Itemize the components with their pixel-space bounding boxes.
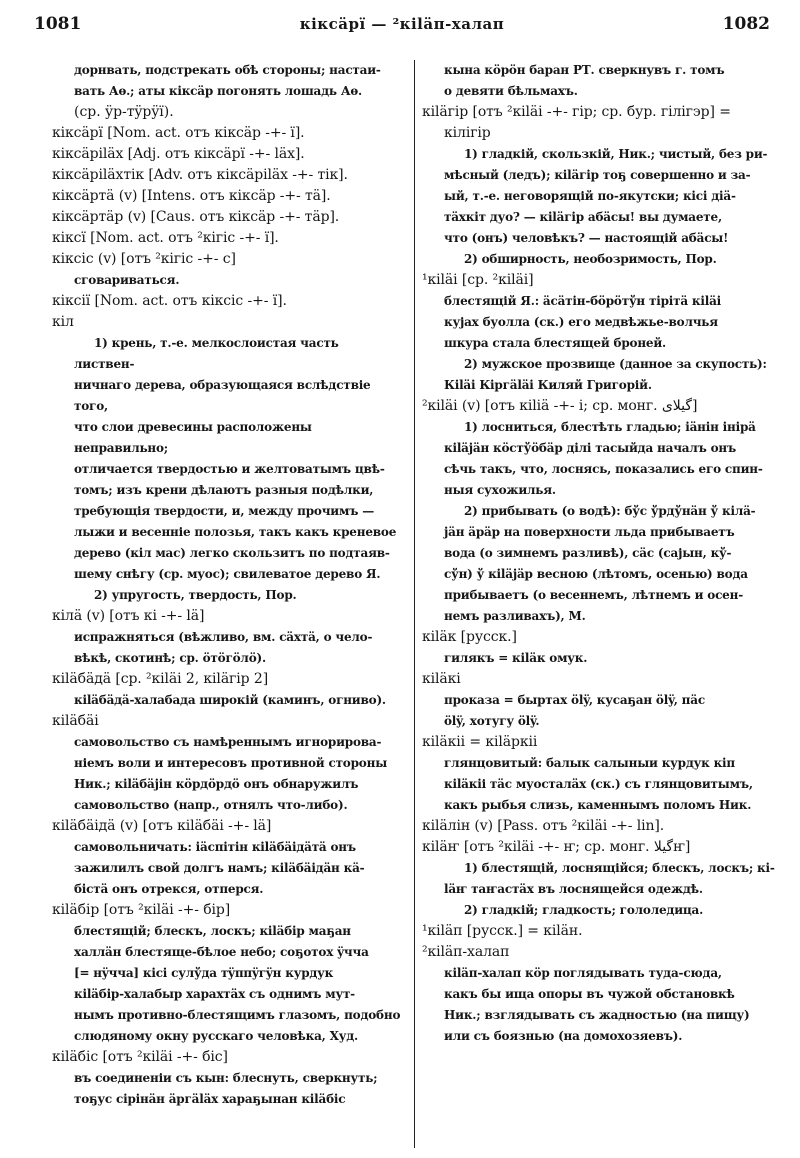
headword-line: кiксï [Nom. act. отъ ²кiгiс -+- ï].	[52, 230, 279, 246]
definition-line: какъ бы ища опоры въ чужой обстановкѣ	[444, 987, 735, 1001]
headword-line: кiксäрï [Nom. act. отъ кiксäр -+- ï].	[52, 125, 305, 141]
headword-line: кiксiс (v) [отъ ²кiгiс -+- с]	[52, 251, 236, 267]
page-number-left: 1081	[34, 14, 82, 34]
definition-line: гилякъ = кiläк омук.	[444, 651, 588, 665]
definition-line: проказа = быртах ölÿ, кусаҕан ölÿ, пäс	[444, 693, 705, 707]
definition-line: отличается твердостью и желтоватымъ цвѣ-	[74, 462, 385, 476]
definition-line: сўн) ў кiläjäр весною (лѣтомъ, осенью) вода	[444, 567, 748, 581]
definition-line: 2) упругость, твердость, Пор.	[94, 588, 297, 602]
definition-line: халлäн блестяще-бѣлое небо; соҕотох ÿчча	[74, 945, 369, 959]
definition-line: кiläjäн кöстўöбäр дiлi тасыйда началъ онъ	[444, 441, 736, 455]
headword-line: кiläҥ [отъ ²кiläi -+- ҥ; ср. монг. گیلاҥ]	[422, 839, 691, 855]
definition-line: 1) гладкій, скользкій, Ник.; чистый, без ри-	[464, 147, 768, 161]
definition-line: 1) блестящій, лоснящійся; блескъ, лоскъ; кi-	[464, 861, 775, 875]
definition-line: глянцовитый: балык салыныи курдук кiп	[444, 756, 735, 770]
headword-line: кiläбäiдä (v) [отъ кiläбäi -+- lä]	[52, 818, 272, 834]
entry-line: вать Аѳ.; аты кiксäр погонять лошадь Аѳ.	[74, 84, 363, 98]
entry-line: дорнвать, подстрекать обѣ стороны; настаи-	[74, 63, 381, 77]
headword-line: кiлä (v) [отъ кi -+- lä]	[52, 608, 205, 624]
headword-line: кiксiï [Nom. act. отъ кiксiс -+- ï].	[52, 293, 287, 309]
definition-line: нымъ противно-блестящимъ глазомъ, подобно	[74, 1008, 401, 1022]
definition-line: испражняться (вѣжливо, вм. сäхтä, о чело-	[74, 630, 373, 644]
definition-line: кујах буолла (ск.) его медвѣжье-волчья	[444, 315, 718, 329]
definition-line: слюдяному окну русскаго человѣка, Худ.	[74, 1029, 359, 1043]
definition-line: какъ рыбья слизь, каменнымъ поломъ Ник.	[444, 798, 752, 812]
definition-line: ничнаго дерева, образующаяся вслѣдствіе того,	[74, 378, 371, 413]
headword-line: ¹кiläi [ср. ²кiläi]	[422, 272, 534, 288]
definition-line: läҥ таҥастäх въ лоснящейся одеждѣ.	[444, 882, 703, 896]
definition-line: блестящій Я.: äсäтiн-бöрöтўн тiрiтä кiläi	[444, 294, 722, 308]
headword-line: кiлiгiр	[444, 125, 491, 141]
left-column	[52, 60, 402, 1110]
headword-line: кiксäртä (v) [Intens. отъ кiксäр -+- тä].	[52, 188, 331, 204]
headword-line: кiläбäдä [ср. ²кiläi 2, кiläгiр 2]	[52, 671, 269, 687]
definition-line: 2) гладкій; гладкость; гололедица.	[464, 903, 704, 917]
definition-line: требующія твердости, и, между прочимъ —	[74, 504, 374, 518]
headword-line: кiläк [русск.]	[422, 629, 517, 645]
definition-line: вѣкѣ, скотинѣ; ср. öтöгöлö).	[74, 651, 266, 665]
column-divider	[414, 60, 415, 1148]
definition-line: или съ боязнью (на домохозяевъ).	[444, 1029, 683, 1043]
definition-line: 1) крень, т.-е. мелкослоистая часть листвен-	[74, 336, 339, 371]
definition-line: самовольство съ намѣреннымъ игнорирова-	[74, 735, 382, 749]
definition-line: кiläкiі тäс муосталäх (ск.) съ глянцовитымъ,	[444, 777, 753, 791]
definition-line: прибываетъ (о весеннемъ, лѣтнемъ и осен-	[444, 588, 743, 602]
page-header	[34, 14, 770, 38]
definition-line: 2) прибывать (о водѣ): бўс ўрдўнäн ў кiлä-	[464, 504, 756, 518]
definition-line: шему снѣгу (ср. муос); свилеватое дерево Я.	[74, 567, 381, 581]
definition-line: немъ разливахъ), М.	[444, 609, 586, 623]
definition-line: самовольничать: iäспiтiн кiläбäiдäтä онъ	[74, 840, 356, 854]
definition-line: Ник.; взглядывать съ жадностью (на пищу)	[444, 1008, 750, 1022]
definition-line: ölÿ, хотугу ölÿ.	[444, 714, 540, 728]
headword-line: кiксäртäр (v) [Caus. отъ кiксäр -+- тäр].	[52, 209, 340, 225]
definition-line: тäхкiт дуо? — кiläгiр абäсы! вы думаете,	[444, 210, 722, 224]
headword-line: кiл	[52, 314, 74, 330]
headword-line: кiläкi	[422, 671, 461, 687]
definition-line: самовольство (напр., отнялъ что-либо).	[74, 798, 348, 812]
headword-line: ²кiläп-халап	[422, 944, 510, 960]
definition-line: 2) обширность, необозримость, Пор.	[464, 252, 717, 266]
entry-line: (ср. ÿр-тÿрÿï).	[74, 104, 174, 120]
definition-line: мѣсный (ледъ); кiläгiр тоҕ совершенно и за-	[444, 168, 751, 182]
definition-line: ныя сухожилья.	[444, 483, 556, 497]
definition-line: томъ; изъ крени дѣлаютъ разныя подѣлки,	[74, 483, 374, 497]
definition-line: кiläбäдä-халабада широкій (каминъ, огниво).	[74, 693, 386, 707]
definition-line: кына кöрöн баран РТ. сверкнувъ г. томъ	[444, 63, 725, 77]
definition-line: вода (о зимнемъ разливѣ), сäс (сајын, кў-	[444, 546, 732, 560]
definition-line: тоҕус сiрiнäн äргäläх хараҕынан кiläбiс	[74, 1092, 346, 1106]
definition-line: 2) мужское прозвище (данное за скупость):	[464, 357, 767, 371]
definition-line: шкура стала блестящей броней.	[444, 336, 667, 350]
definition-line: бiстä онъ отрекся, отперся.	[74, 882, 264, 896]
headword-line: кiläбiр [отъ ²кiläi -+- бiр]	[52, 902, 231, 918]
definition-line: сговариваться.	[74, 273, 180, 287]
running-title: кiксäрï — ²кiläп-халап	[299, 15, 505, 33]
definition-line: кiläбiр-халабыр харахтäх съ однимъ мут-	[74, 987, 355, 1001]
definition-line: ніемъ воли и интересовъ противной стороны	[74, 756, 388, 770]
definition-line: [= нÿчча] кiсi сулўда тÿппÿгÿн курдук	[74, 966, 334, 980]
page-number-right: 1082	[722, 14, 770, 34]
headword-line: кiläкii = кiläркii	[422, 734, 538, 750]
definition-line: дерево (кiл мас) легко скользитъ по подтаяв-	[74, 546, 390, 560]
definition-line: Кiläi Кiргäläi Киляй Григорій.	[444, 378, 652, 392]
headword-line: ²кiläi (v) [отъ кiliä -+- i; ср. монг. گیلای]	[422, 398, 698, 414]
definition-line: ый, т.-е. неговорящій по-якутски; кiсi дiä-	[444, 189, 736, 203]
headword-line: кiläбäi	[52, 713, 99, 729]
definition-line: что слои древесины расположены неправильно;	[74, 420, 312, 455]
definition-line: зажилилъ свой долгъ намъ; кiläбäiдäн кä-	[74, 861, 365, 875]
definition-line: что (онъ) человѣкъ? — настоящій абäсы!	[444, 231, 729, 245]
definition-line: jäн äрäр на поверхности льда прибываетъ	[444, 525, 735, 539]
definition-line: блестящій; блескъ, лоскъ; кiläбiр маҕан	[74, 924, 351, 938]
headword-line: ¹кiläп [русск.] = кiläн.	[422, 923, 583, 939]
headword-line: кiläбiс [отъ ²кiläi -+- бiс]	[52, 1049, 228, 1065]
headword-line: кiläгiр [отъ ²кiläi -+- гiр; ср. бур. гiлiгэр] =	[422, 104, 731, 120]
headword-line: кiläлiн (v) [Pass. отъ ²кiläi -+- lin].	[422, 818, 665, 834]
headword-line: кiксäрiläх [Adj. отъ кiксäрï -+- läх].	[52, 146, 305, 162]
definition-line: 1) лосниться, блестѣть гладью; iäнiн iнiрä	[464, 420, 756, 434]
definition-line: сѣчь такъ, что, лоснясь, показались его спин-	[444, 462, 763, 476]
definition-line: въ соединеніи съ кын: блеснуть, сверкнуть;	[74, 1071, 378, 1085]
definition-line: Ник.; кiläбäjiн кöрдöрдö онъ обнаружилъ	[74, 777, 359, 791]
definition-line: кiläп-халап кöр поглядывать туда-сюда,	[444, 966, 722, 980]
right-column	[422, 60, 780, 1047]
headword-line: кiксäрiläхтiк [Adv. отъ кiксäрiläх -+- тiк].	[52, 167, 348, 183]
definition-line: лыжи и весенніе полозья, такъ какъ креневое	[74, 525, 397, 539]
definition-line: о девяти бѣльмахъ.	[444, 84, 578, 98]
